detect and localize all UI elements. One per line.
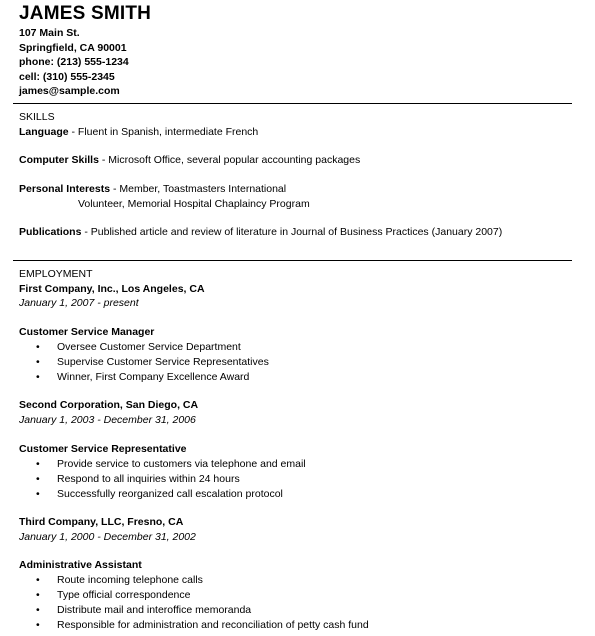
skill-computer-label: Computer Skills	[19, 154, 99, 166]
list-item: • Type official correspondence	[19, 588, 585, 603]
phone-line: phone: (213) 555-1234	[19, 56, 129, 68]
skill-publications-text: - Published article and review of literature in Journal of Business Practices (January 2007)	[81, 226, 503, 238]
list-item: • Oversee Customer Service Department	[19, 340, 585, 355]
skill-publications	[19, 225, 585, 240]
job-3-company: Third Company, LLC, Fresno, CA	[19, 516, 184, 528]
job-2-duties	[19, 457, 585, 502]
skill-computer-text: - Microsoft Office, several popular accounting packages	[98, 154, 361, 166]
resume-name: JAMES SMITH	[19, 3, 152, 24]
list-item: • Successfully reorganized call escalation protocol	[19, 487, 585, 502]
list-item: • Respond to all inquiries within 24 hours	[19, 472, 585, 487]
section-divider-employment	[13, 260, 572, 261]
skills-heading: SKILLS	[19, 111, 55, 123]
address-line-2: Springfield, CA 90001	[19, 41, 127, 54]
job-1-title: Customer Service Manager	[19, 326, 155, 338]
job-1-dates: January 1, 2007 - present	[19, 297, 139, 309]
skill-language-label: Language	[19, 126, 69, 138]
cell-line: cell: (310) 555-2345	[19, 70, 115, 83]
list-item: • Distribute mail and interoffice memoranda	[19, 603, 585, 618]
skill-interests	[19, 182, 585, 197]
list-item: • Route incoming telephone calls	[19, 573, 585, 588]
job-3-dates: January 1, 2000 - December 31, 2002	[19, 531, 196, 543]
skill-computer	[19, 153, 585, 168]
list-item: • Provide service to customers via telephone and email	[19, 457, 585, 472]
skill-interests-text: - Member, Toastmasters International	[110, 183, 287, 195]
employment-heading: EMPLOYMENT	[19, 268, 93, 280]
skill-interests-label: Personal Interests	[19, 183, 111, 195]
job-2-dates: January 1, 2003 - December 31, 2006	[19, 414, 196, 426]
job-2-title: Customer Service Representative	[19, 443, 187, 455]
job-1-duties	[19, 340, 585, 385]
contact-block	[19, 26, 129, 99]
job-3-title: Administrative Assistant	[19, 559, 142, 571]
list-item: • Supervise Customer Service Representatives	[19, 355, 585, 370]
address-line-1: 107 Main St.	[19, 27, 80, 39]
skill-publications-label: Publications	[19, 226, 82, 238]
email-line: james@sample.com	[19, 85, 120, 97]
job-3-duties	[19, 573, 585, 633]
job-2-company: Second Corporation, San Diego, CA	[19, 399, 199, 411]
section-divider-skills	[13, 103, 572, 104]
job-1-company: First Company, Inc., Los Angeles, CA	[19, 283, 205, 295]
list-item: • Winner, First Company Excellence Award	[19, 370, 585, 385]
skill-language	[19, 125, 585, 140]
skill-interests-line-2: Volunteer, Memorial Hospital Chaplaincy Program	[78, 198, 310, 210]
skill-language-text: - Fluent in Spanish, intermediate French	[68, 126, 259, 138]
list-item: • Responsible for administration and reconciliation of petty cash fund	[19, 618, 585, 633]
